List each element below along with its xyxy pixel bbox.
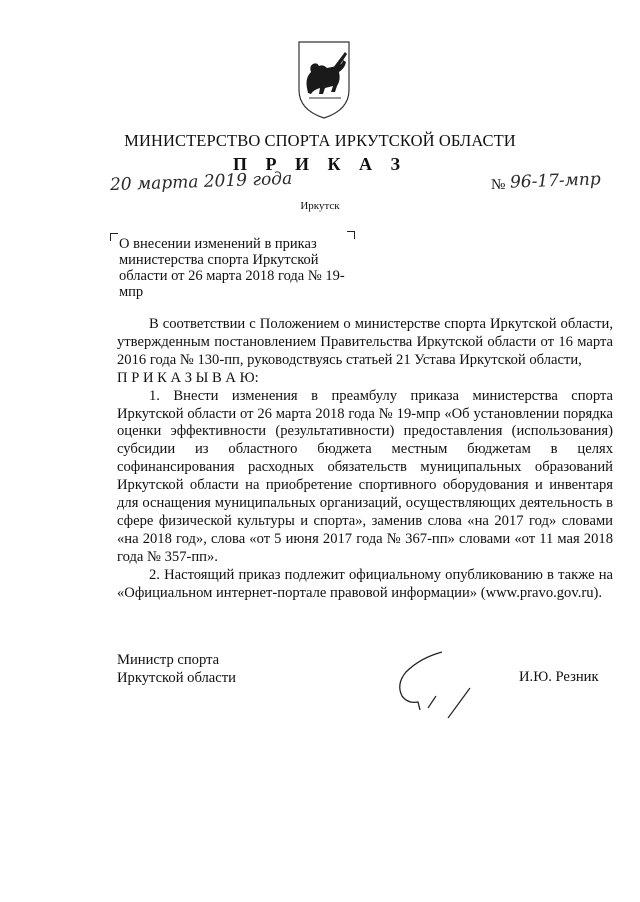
subject-corner-left [110, 233, 118, 241]
item-1-paragraph: 1. Внести изменения в преамбулу приказа министерства спорта Иркутской области от 26 марта 2018 года № 19-мпр «Об установлении порядка оценки эффективности (результативности) предоставления (использования) субсидии из областного бюджета местным бюджетам в целях софинансирования расходных обязательств муниципальных образований Иркутской области на приобретение спортивного оборудования и инвентаря для оснащения муниципальных организаций, осуществляющих деятельность в сфере физической культуры и спорта», заменив слова «на 2017 год» словами «на 2018 год», слова «от 5 июня 2017 года № 367-пп» словами «от 11 мая 2018 года № 357-пп». [117, 387, 613, 565]
document-subject: О внесении изменений в приказ министерства спорта Иркутской области от 26 марта 2018 года № 19-мпр [119, 236, 345, 300]
signer-name: И.Ю. Резник [519, 669, 599, 685]
preamble-paragraph: В соответствии с Положением о министерстве спорта Иркутской области, утвержденным постановлением Правительства Иркутской области от 16 марта 2016 года № 130-пп, руководствуясь статьей 21 Устава Иркутской области, [117, 316, 613, 368]
item-2-paragraph: 2. Настоящий приказ подлежит официальному опубликованию в также на «Официальном интернет-портале правовой информации» (www.pravo.gov.ru). [117, 566, 613, 601]
signer-position-line1: Министр спорта [117, 652, 220, 668]
handwritten-date: 20 марта 2019 года [109, 168, 293, 196]
signer-position-line2: Иркутской области [117, 670, 236, 686]
ministry-name: МИНИСТЕРСТВО СПОРТА ИРКУТСКОЙ ОБЛАСТИ [124, 131, 516, 150]
order-word: П Р И К А З Ы В А Ю: [117, 369, 259, 386]
number-label: № [491, 177, 506, 193]
document-type: П Р И К А З [232, 154, 408, 174]
document-body [117, 316, 613, 603]
handwritten-signature-icon [390, 648, 480, 728]
handwritten-number: 96-17-мпр [509, 169, 602, 193]
signer-position [117, 651, 236, 687]
city: Иркутск [300, 200, 340, 212]
irkutsk-coat-of-arms-icon [293, 38, 355, 120]
